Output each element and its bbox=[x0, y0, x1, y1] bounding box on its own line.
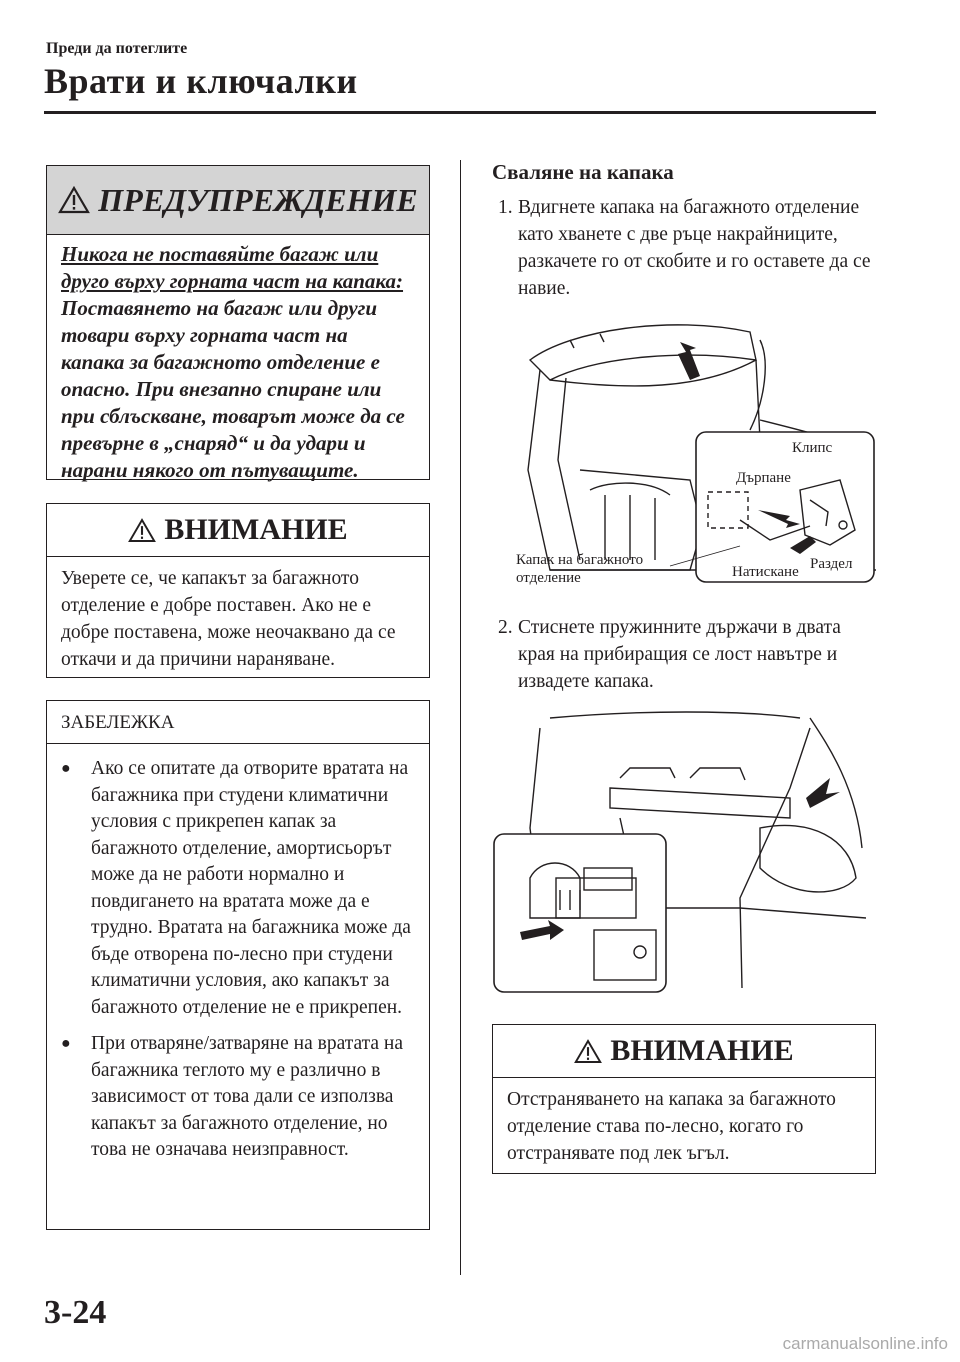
caution-box-2-body: Отстраняването на капака за багажното отделение става по-лесно, когато го отстранявате под лек ъгъл. bbox=[507, 1089, 836, 1164]
warning-lead-line-1: Никога не поставяйте багаж или bbox=[61, 242, 379, 266]
caution-box-title: ВНИМАНИЕ bbox=[164, 513, 348, 546]
caution-box bbox=[46, 503, 430, 678]
warning-box-header bbox=[47, 166, 429, 235]
column-divider bbox=[460, 160, 461, 1275]
figure-cover-remove bbox=[490, 708, 866, 998]
warning-triangle-icon bbox=[574, 1039, 602, 1064]
caution-box-2-header bbox=[493, 1025, 875, 1078]
title-rule bbox=[44, 111, 876, 114]
label-cover-line-1: Капак на багажното bbox=[516, 552, 644, 568]
cargo-cover-illustration bbox=[490, 708, 866, 998]
caution-box-body: Уверете се, че капакът за багажното отделение е добре поставен. Ако не е добре поставена, може неочаквано да се откачи и да причини нараняване. bbox=[61, 568, 396, 670]
label-cover-line-2: отделение bbox=[516, 570, 581, 586]
bullet-icon: ● bbox=[61, 1035, 71, 1052]
removal-step-2 bbox=[492, 614, 876, 695]
note-box bbox=[46, 700, 430, 1230]
watermark: carmanualsonline.info bbox=[782, 1334, 948, 1353]
warning-triangle-icon bbox=[128, 518, 156, 543]
note-item: ● Ако се опитате да отворите вратата на багажника при студени климатични условия с прикрепен капак за багажното отделение, амортисьорът може да не работи нормално и повдигането на вратата може да е трудно. Вратата на багажника може да бъде отворена по-лесно при студени климатични условия, ако капакът за багажното отделение не е прикрепен. bbox=[61, 758, 411, 1018]
warning-lead-line-2: друго върху горната част на капака: bbox=[61, 269, 404, 293]
note-box-title: ЗАБЕЛЕЖКА bbox=[47, 701, 429, 744]
page-number: 3-24 bbox=[44, 1294, 107, 1331]
removal-heading: Сваляне на капака bbox=[492, 160, 674, 184]
figure-cover-unhook bbox=[510, 320, 876, 590]
note-list bbox=[47, 756, 429, 1164]
step-number: 1. bbox=[498, 197, 513, 218]
label-clip: Клипс bbox=[792, 440, 833, 456]
warning-box-title: ПРЕДУПРЕЖДЕНИЕ bbox=[98, 181, 418, 218]
caution-box-2 bbox=[492, 1024, 876, 1174]
label-press: Натискане bbox=[732, 564, 799, 580]
warning-body-text: Поставянето на багаж или други товари върху горната част на капака за багажното отделение е опасно. При внезапно спиране или при сблъскване, товарът може да се превърне в „снаряд“ и да удари и нарани някого от пътуващите. bbox=[61, 296, 405, 482]
note-item: ● При отваряне/затваряне на вратата на багажника теглото му е различно в зависимост от това дали се използва капакът за багажното отделение, но това не означава неизправност. bbox=[61, 1033, 404, 1160]
step-number: 2. bbox=[498, 617, 513, 638]
step-text: Вдигнете капака на багажното отделение като хванете с две ръце накрайниците, разкачете го от скобите и го оставете да се навие. bbox=[518, 197, 871, 299]
removal-step-1 bbox=[492, 194, 876, 302]
step-text: Стиснете пружинните държачи в двата края на прибиращия се лост навътре и извадете капака. bbox=[518, 617, 841, 692]
caution-box-header bbox=[47, 504, 429, 557]
page-title: Врати и ключалки bbox=[44, 61, 358, 101]
caution-box-2-title: ВНИМАНИЕ bbox=[610, 1034, 794, 1067]
warning-triangle-icon bbox=[58, 186, 90, 214]
warning-box bbox=[46, 165, 430, 480]
bullet-icon: ● bbox=[61, 760, 71, 777]
label-pull: Дърпане bbox=[736, 470, 791, 486]
label-section: Раздел bbox=[810, 556, 853, 572]
section-label: Преди да потеглите bbox=[46, 40, 188, 57]
warning-box-body bbox=[47, 235, 429, 484]
